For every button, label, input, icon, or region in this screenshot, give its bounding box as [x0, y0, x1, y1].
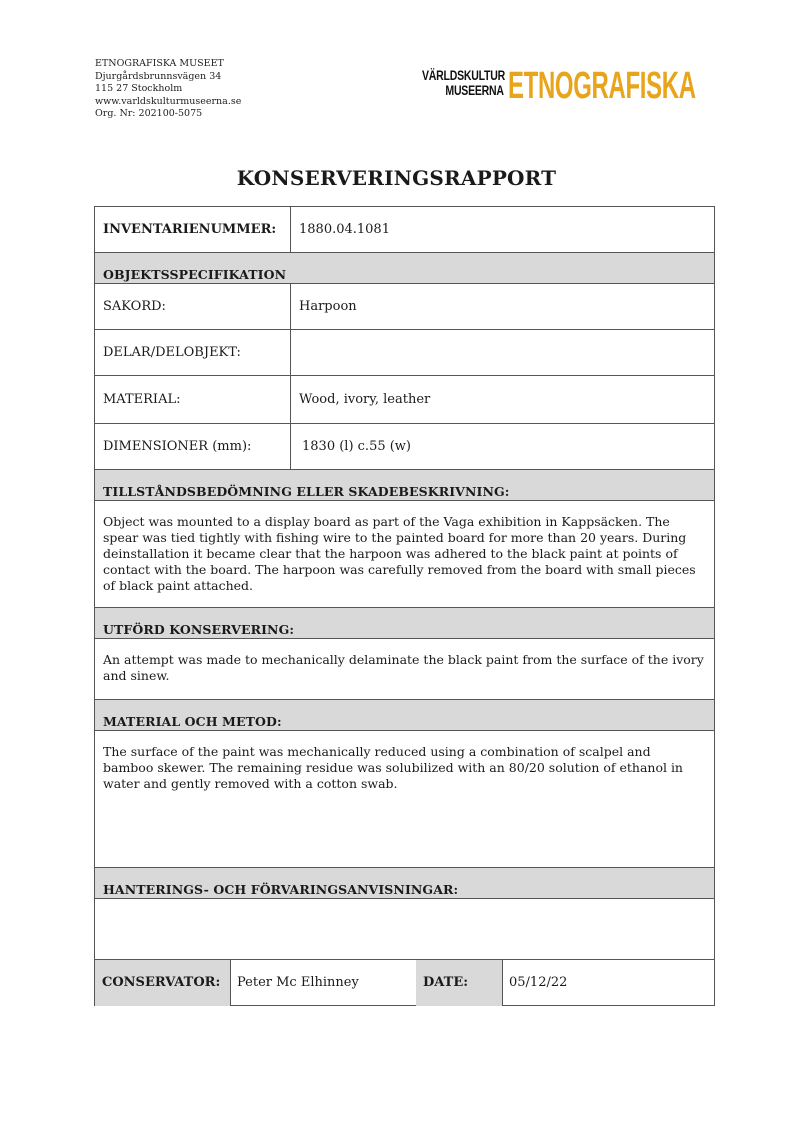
- delar-row: [95, 330, 714, 376]
- conservator-label: CONSERVATOR:: [102, 975, 221, 990]
- treatment-body-row: [95, 639, 714, 700]
- address-line-org-number: Org. Nr: 202100-5075: [95, 108, 203, 119]
- handling-body-row: [95, 899, 714, 960]
- object-spec-header-row: [95, 253, 714, 284]
- logo-line-museerna: MUSEERNA: [445, 83, 504, 98]
- method-body-row: [95, 731, 714, 868]
- dimensions-row: [95, 424, 714, 470]
- conservation-report-form: [94, 206, 715, 1006]
- object-spec-header: OBJEKTSSPECIFIKATION: [103, 267, 287, 282]
- signoff-row: [95, 960, 714, 1006]
- date-value: 05/12/22: [509, 975, 568, 990]
- museum-address: [95, 58, 241, 121]
- date-label-cell: [416, 960, 503, 1006]
- inventory-row: [95, 207, 714, 253]
- condition-header: TILLSTÅNDSBEDÖMNING ELLER SKADEBESKRIVNING:: [103, 484, 510, 499]
- address-line-website: www.varldskulturmuseerna.se: [95, 95, 242, 107]
- date-value-cell: [502, 960, 714, 1006]
- dimensions-value: 1830 (l) c.55 (w): [302, 439, 412, 454]
- condition-body-row: [95, 501, 714, 608]
- conservator-value-cell: [230, 960, 417, 1006]
- method-header-row: [95, 700, 714, 731]
- treatment-text: An attempt was made to mechanically delaminate the black paint from the surface of the ivory and sinew.: [103, 652, 704, 683]
- handling-header: HANTERINGS- OCH FÖRVARINGSANVISNINGAR:: [103, 882, 459, 897]
- sakord-value: Harpoon: [299, 299, 357, 314]
- delar-label: DELAR/DELOBJEKT:: [95, 330, 291, 375]
- sakord-row: [95, 284, 714, 330]
- material-label: MATERIAL:: [95, 376, 291, 423]
- museum-logo: [422, 66, 702, 110]
- address-line-city: 115 27 Stockholm: [95, 83, 183, 94]
- logo-line-varldskultur: VÄRLDSKULTUR: [422, 68, 505, 83]
- handling-header-row: [95, 868, 714, 899]
- address-line-street: Djurgårdsbrunnsvägen 34: [95, 70, 222, 82]
- condition-text: Object was mounted to a display board as part of the Vaga exhibition in Kappsäcken. The spear was tied tightly with fishing wire to the painted board for more than 20 years. During deinstallation it became clear that the harpoon was adhered to the black paint at points of contact with the board. The harpoon was carefully removed from the board with small pieces of black paint attached.: [103, 514, 696, 593]
- dimensions-label: DIMENSIONER (mm):: [95, 424, 291, 469]
- material-value: Wood, ivory, leather: [299, 392, 431, 407]
- logo-wordmark-etnografiska: ETNOGRAFISKA: [508, 65, 696, 107]
- inventory-value: 1880.04.1081: [299, 222, 390, 237]
- delar-value: [291, 330, 714, 375]
- conservator-value: Peter Mc Elhinney: [237, 975, 359, 990]
- method-header: MATERIAL OCH METOD:: [103, 714, 282, 729]
- treatment-header-row: [95, 608, 714, 639]
- logo-wordmark-varldskultur: [422, 68, 505, 98]
- date-label: DATE:: [423, 975, 469, 990]
- sakord-label: SAKORD:: [95, 284, 291, 329]
- inventory-label: INVENTARIENUMMER:: [95, 207, 291, 252]
- material-row: [95, 376, 714, 424]
- address-line-name: ETNOGRAFISKA MUSEET: [95, 58, 224, 69]
- conservator-label-cell: [95, 960, 231, 1006]
- condition-header-row: [95, 470, 714, 501]
- method-text: The surface of the paint was mechanically reduced using a combination of scalpel and bamboo skewer. The remaining residue was solubilized with an 80/20 solution of ethanol in water and gently removed with a cotton swab.: [103, 744, 683, 791]
- treatment-header: UTFÖRD KONSERVERING:: [103, 622, 295, 637]
- page-title: KONSERVERINGSRAPPORT: [236, 166, 557, 190]
